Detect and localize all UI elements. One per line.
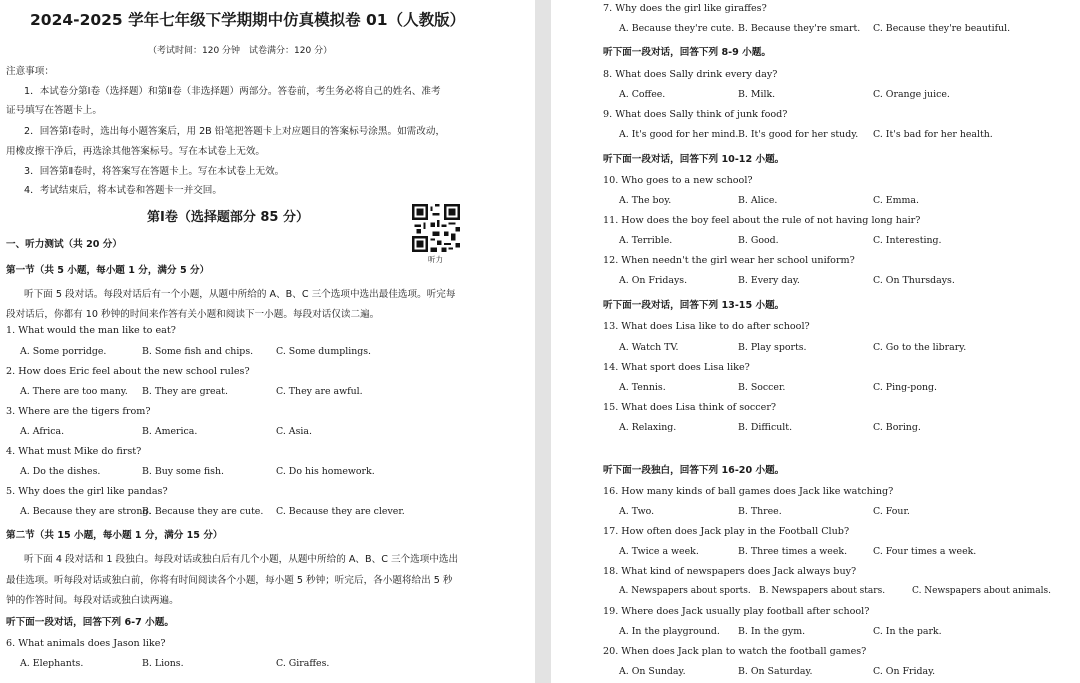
question-17-option-a: A. Twice a week.	[619, 546, 699, 557]
question-16-option-c: C. Four.	[873, 506, 910, 517]
question-17-option-b: B. Three times a week.	[738, 546, 848, 557]
question-6-option-a: A. Elephants.	[20, 658, 84, 669]
question-19-option-c: C. In the park.	[873, 626, 942, 637]
question-17-option-c: C. Four times a week.	[873, 546, 977, 557]
question-19-option-a: A. In the playground.	[619, 626, 720, 637]
question-11-option-a: A. Terrible.	[619, 235, 673, 246]
question-9-option-c: C. It's bad for her health.	[873, 129, 993, 140]
question-9: 9. What does Sally think of junk food?	[603, 109, 788, 120]
question-20: 20. When does Jack plan to watch the football games?	[603, 646, 867, 657]
subsection-1-instruction-b: 段对话后，你都有 10 秒钟的时间来作答有关小题和阅读下一小题。每段对话仅读二遍。	[6, 309, 380, 320]
note-1b: 证号填写在答题卡上。	[6, 105, 102, 116]
question-15-option-c: C. Boring.	[873, 422, 921, 433]
question-16-option-a: A. Two.	[619, 506, 655, 517]
right-page	[551, 0, 1080, 683]
subsection-2-instruction-a: 听下面 4 段对话和 1 段独白。每段对话或独白后有几个小题，从题中所给的 A、B、C 三个选项中选出	[24, 554, 459, 565]
question-11-option-c: C. Interesting.	[873, 235, 942, 246]
note-2a: 2．回答第Ⅰ卷时，选出每小题答案后，用 2B 铅笔把答题卡上对应题目的答案标号涂黑。如需改动，	[24, 126, 446, 137]
question-2: 2. How does Eric feel about the new school rules?	[6, 366, 250, 377]
exam-info: （考试时间：120 分钟 试卷满分：120 分）	[148, 46, 333, 56]
note-2b: 用橡皮擦干净后，再选涂其他答案标号。写在本试卷上无效。	[6, 146, 266, 157]
question-5: 5. Why does the girl like pandas?	[6, 486, 168, 497]
question-18-option-a: A. Newspapers about sports.	[619, 586, 751, 596]
question-5-option-b: B. Because they are cute.	[142, 506, 264, 517]
part1-heading: 第Ⅰ卷（选择题部分 85 分）	[147, 210, 309, 225]
question-8-option-b: B. Milk.	[738, 89, 776, 100]
qr-code-icon	[412, 204, 460, 252]
question-4-option-a: A. Do the dishes.	[20, 466, 101, 477]
question-4-option-c: C. Do his homework.	[276, 466, 375, 477]
question-9-option-a: A. It's good for her mind.	[619, 129, 739, 140]
question-17: 17. How often does Jack play in the Football Club?	[603, 526, 850, 537]
question-6-option-c: C. Giraffes.	[276, 658, 330, 669]
question-1-option-c: C. Some dumplings.	[276, 346, 372, 357]
question-2-option-b: B. They are great.	[142, 386, 228, 397]
question-6: 6. What animals does Jason like?	[6, 638, 166, 649]
question-1-option-b: B. Some fish and chips.	[142, 346, 254, 357]
question-12: 12. When needn't the girl wear her school uniform?	[603, 255, 855, 266]
question-14-option-b: B. Soccer.	[738, 382, 786, 393]
question-15-option-b: B. Difficult.	[738, 422, 793, 433]
question-11: 11. How does the boy feel about the rule of not having long hair?	[603, 215, 921, 226]
question-8-option-c: C. Orange juice.	[873, 89, 950, 100]
question-18-option-b: B. Newspapers about stars.	[759, 586, 886, 596]
question-5-option-a: A. Because they are strong.	[20, 506, 152, 517]
question-8-option-a: A. Coffee.	[619, 89, 666, 100]
question-8: 8. What does Sally drink every day?	[603, 69, 778, 80]
listen-prompt-6-7: 听下面一段对话，回答下列 6-7 小题。	[6, 617, 174, 628]
question-19-option-b: B. In the gym.	[738, 626, 806, 637]
note-3: 3．回答第Ⅱ卷时，将答案写在答题卡上。写在本试卷上无效。	[24, 166, 285, 177]
question-20-option-a: A. On Sunday.	[619, 666, 686, 677]
question-3-option-b: B. America.	[142, 426, 198, 437]
question-9-option-b: B. It's good for her study.	[738, 129, 859, 140]
listen-prompt-8-9: 听下面一段对话，回答下列 8-9 小题。	[603, 47, 771, 58]
question-14-option-a: A. Tennis.	[619, 382, 666, 393]
question-12-option-b: B. Every day.	[738, 275, 800, 286]
question-6-option-b: B. Lions.	[142, 658, 184, 669]
question-7: 7. Why does the girl like giraffes?	[603, 3, 767, 14]
question-13-option-a: A. Watch TV.	[619, 342, 679, 353]
question-14: 14. What sport does Lisa like?	[603, 362, 750, 373]
question-1-option-a: A. Some porridge.	[20, 346, 107, 357]
subsection-2-instruction-b: 最佳选项。听每段对话或独白前，你将有时间阅读各个小题，每小题 5 秒钟；听完后，各小题将给出 5 秒	[6, 575, 453, 586]
question-5-option-c: C. Because they are clever.	[276, 506, 405, 517]
subsection-1: 第一节（共 5 小题，每小题 1 分，满分 5 分）	[6, 265, 210, 276]
question-13: 13. What does Lisa like to do after school?	[603, 321, 810, 332]
qr-label: 听力	[428, 255, 443, 264]
question-10-option-b: B. Alice.	[738, 195, 778, 206]
note-4: 4．考试结束后，将本试卷和答题卡一并交回。	[24, 185, 222, 196]
question-10-option-c: C. Emma.	[873, 195, 919, 206]
question-15-option-a: A. Relaxing.	[619, 422, 677, 433]
question-20-option-b: B. On Saturday.	[738, 666, 813, 677]
question-10: 10. Who goes to a new school?	[603, 175, 753, 186]
listen-prompt-16-20: 听下面一段独白，回答下列 16-20 小题。	[603, 465, 785, 476]
question-4-option-b: B. Buy some fish.	[142, 466, 225, 477]
question-15: 15. What does Lisa think of soccer?	[603, 402, 777, 413]
notes-heading: 注意事项：	[6, 66, 54, 77]
subsection-1-instruction-a: 听下面 5 段对话。每段对话后有一个小题，从题中所给的 A、B、C 三个选项中选出最佳选项。听完每	[24, 289, 456, 300]
note-1a: 1．本试卷分第Ⅰ卷（选择题）和第Ⅱ卷（非选择题）两部分。答卷前，考生务必将自己的姓名、准考	[24, 86, 441, 97]
question-16-option-b: B. Three.	[738, 506, 782, 517]
question-2-option-a: A. There are too many.	[20, 386, 128, 397]
question-7-option-b: B. Because they're smart.	[738, 23, 861, 34]
left-page	[0, 0, 535, 683]
question-20-option-c: C. On Friday.	[873, 666, 936, 677]
question-10-option-a: A. The boy.	[619, 195, 672, 206]
question-12-option-a: A. On Fridays.	[619, 275, 688, 286]
subsection-2-instruction-c: 钟的作答时间。每段对话或独白读两遍。	[6, 595, 179, 606]
question-1: 1. What would the man like to eat?	[6, 325, 176, 336]
listen-prompt-10-12: 听下面一段对话，回答下列 10-12 小题。	[603, 154, 785, 165]
question-12-option-c: C. On Thursdays.	[873, 275, 955, 286]
question-14-option-c: C. Ping-pong.	[873, 382, 937, 393]
question-13-option-b: B. Play sports.	[738, 342, 807, 353]
question-7-option-a: A. Because they're cute.	[619, 23, 735, 34]
question-4: 4. What must Mike do first?	[6, 446, 142, 457]
question-3: 3. Where are the tigers from?	[6, 406, 151, 417]
question-3-option-a: A. Africa.	[20, 426, 65, 437]
exam-title: 2024-2025 学年七年级下学期期中仿真模拟卷 01（人教版）	[30, 11, 466, 29]
question-18-option-c: C. Newspapers about animals.	[912, 586, 1051, 596]
question-11-option-b: B. Good.	[738, 235, 779, 246]
question-18: 18. What kind of newspapers does Jack always buy?	[603, 566, 857, 577]
question-3-option-c: C. Asia.	[276, 426, 312, 437]
listen-prompt-13-15: 听下面一段对话，回答下列 13-15 小题。	[603, 300, 785, 311]
question-7-option-c: C. Because they're beautiful.	[873, 23, 1011, 34]
question-13-option-c: C. Go to the library.	[873, 342, 967, 353]
question-19: 19. Where does Jack usually play football after school?	[603, 606, 870, 617]
question-2-option-c: C. They are awful.	[276, 386, 363, 397]
section-listening: 一、听力测试（共 20 分）	[6, 239, 122, 250]
subsection-2: 第二节（共 15 小题，每小题 1 分，满分 15 分）	[6, 530, 223, 541]
question-16: 16. How many kinds of ball games does Jack like watching?	[603, 486, 894, 497]
